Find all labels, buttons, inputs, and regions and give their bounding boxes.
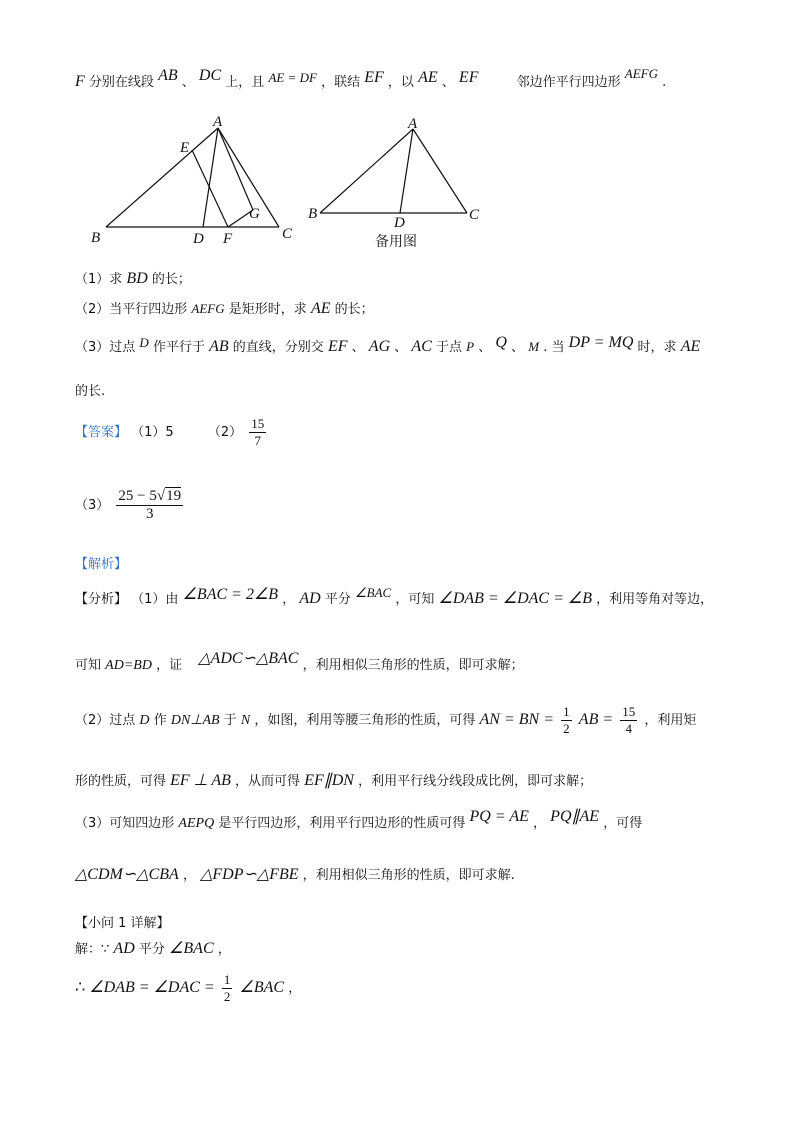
label-B: B <box>308 206 318 222</box>
question-3: （3）过点 D 作平行于 AB 的直线，分别交 EF 、 AG 、 AC 于点 P 、 Q 、 M . 当 DP = MQ 时，求 AE <box>75 334 701 355</box>
analysis-line-5: （3）可知四边形 AEPQ 是平行四边形，利用平行四边形的性质可得 PQ = AE ， PQ∥AE ，可得 <box>75 808 643 831</box>
figure-main-triangle <box>86 112 306 247</box>
detail-line-1: 解：∵ AD 平分 ∠BAC ， <box>75 940 231 957</box>
equation-ae-df: AE = DF <box>268 70 317 85</box>
analysis-line-2: 可知 AD=BD ，证 △ADC∽△BAC ，利用相似三角形的性质，即可求解； <box>75 650 524 673</box>
answer-line: 【答案】 （1）5 （2） $\frac{15}{7}$ <box>75 416 265 448</box>
label-E: E <box>180 140 190 156</box>
label-C: C <box>469 207 480 223</box>
point-F: F <box>75 73 85 90</box>
analysis-tag: 【解析】 <box>75 557 128 572</box>
label-D: D <box>193 231 204 247</box>
question-3-continued: 的长. <box>75 384 106 399</box>
question-1: （1）求 BD 的长； <box>75 270 191 287</box>
answer-3-fraction: $\frac{25 - 5√19}{3}$ <box>118 488 182 522</box>
detail-line-2: ∴ ∠DAB = ∠DAC = $\frac{1}{2}$ ∠BAC ， <box>75 972 302 1004</box>
answer-1: （1）5 <box>131 425 174 440</box>
analysis-line-3: （2）过点 D 作 DN⊥AB 于 N ，如图，利用等腰三角形的性质，可得 AN = BN = $\frac{1}{2}$ AB = $\frac{15}{4}$ ，利用矩 <box>75 704 697 736</box>
label-C: C <box>282 226 293 242</box>
label-B: B <box>91 230 101 246</box>
answer-tag: 【答案】 <box>75 425 128 440</box>
figure-caption: 备用图 <box>375 234 417 250</box>
label-D: D <box>394 215 405 231</box>
analysis-line-4: 形的性质，可得 EF ⊥ AB ，从而可得 EF∥DN ，利用平行线分线段成比例，即可求解； <box>75 772 593 789</box>
label-A: A <box>213 114 223 130</box>
question-2: （2）当平行四边形 AEFG 是矩形时，求 AE 的长； <box>75 300 374 317</box>
label-F: F <box>223 231 233 247</box>
detail-tag: 【小问 1 详解】 <box>75 916 170 931</box>
analysis-line-1: 【分析】 （1）由 ∠BAC = 2∠B ， AD 平分 ∠BAC ，可知 ∠DAB = ∠DAC = ∠B ，利用等角对等边， <box>75 585 714 607</box>
label-A: A <box>408 116 418 132</box>
figure-spare-triangle <box>305 112 495 252</box>
label-G: G <box>249 206 260 222</box>
answer-3: （3） $\frac{25 - 5√19}{3}$ <box>75 488 182 522</box>
intro-line: F 分别在线段 AB 、 DC 上，且 AE = DF ，联结 EF ，以 AE 、 EF 邻边作平行四边形 AEFG . <box>75 66 667 90</box>
analysis-line-6: △CDM∽△CBA ， △FDP∽△FBE ，利用相似三角形的性质，即可求解. <box>75 866 515 883</box>
answer-2-fraction: $\frac{15}{7}$ <box>251 416 265 448</box>
